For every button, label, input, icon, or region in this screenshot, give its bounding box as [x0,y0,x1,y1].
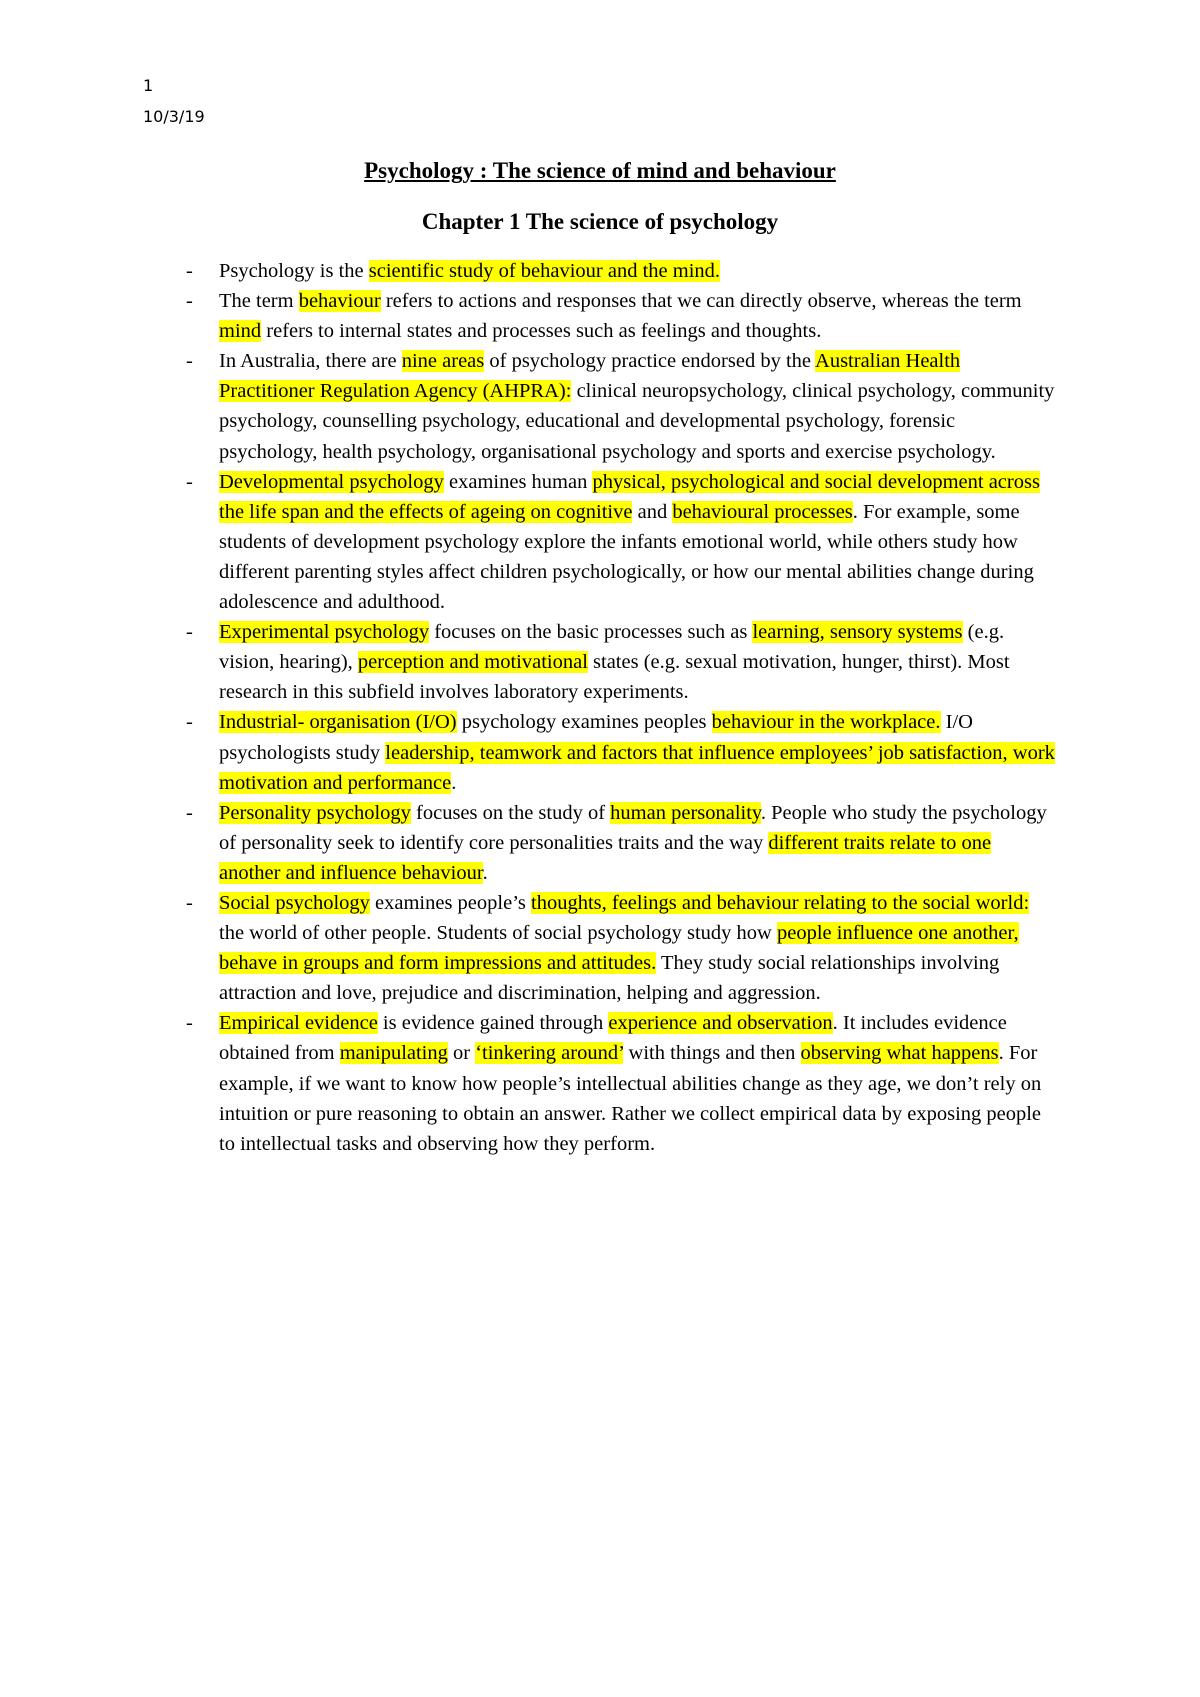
highlighted-text: Social psychology [219,891,370,914]
text-segment: refers to actions and responses that we can directly observe, whereas the term [380,290,1022,313]
text-segment: . For example, if we want to know how people’s intellectual abilities change as they age, we don’t rely on intuition or pure reasoning to obtain an answer. Rather we collect empirical data by exposing people to intellectual tasks and observing how they perform. [219,1042,1042,1155]
text-segment: and [632,500,673,523]
bullet-text [219,1012,1041,1154]
bullet-dash: - [186,891,193,914]
bullet-dash: - [186,801,193,824]
document-title: Psychology : The science of mind and behaviour [364,158,836,183]
text-segment: examines people’s [369,891,531,914]
highlighted-text: scientific study of behaviour and the mind. [368,260,721,282]
highlighted-text: perception and motivational [357,651,588,674]
highlighted-text: Personality psychology [219,801,411,824]
highlighted-text: observing what happens [800,1042,999,1065]
chapter-heading: Chapter 1 The science of psychology [421,209,779,234]
bullet-text [219,260,720,282]
bullet-text [219,471,1040,613]
text-segment: In Australia, there are [219,350,402,373]
bullet-dash: - [186,1012,193,1035]
highlighted-text: ‘tinkering around’ [475,1042,624,1065]
text-segment: . It includes evidence obtained from [219,1012,1007,1065]
text-segment: is evidence gained through [377,1012,609,1035]
bullet-dash: - [186,711,193,734]
bullet-item [186,256,1056,286]
bullet-item [186,798,1056,888]
bullet-text [219,711,1055,793]
highlighted-text: Empirical evidence [219,1012,378,1035]
page-number: 1 [143,76,154,95]
bullet-item [186,467,1056,617]
bullet-item [186,888,1056,1008]
highlighted-text: Australian Health Practitioner Regulation Agency (AHPRA): [219,350,961,403]
highlighted-text: human personality [610,801,761,824]
bullet-text [219,290,1022,342]
highlighted-text: learning, sensory systems [752,621,963,644]
text-segment: clinical neuropsychology, clinical psychology, community psychology, counselling psychology, educational and developmental psychology, forensic psychology, health psychology, organisational psychology and sports and exercise psychology. [219,380,1055,463]
highlighted-text: thoughts, feelings and behaviour relating to the social world: [531,891,1030,914]
highlighted-text: Industrial- organisation (I/O) [219,711,457,734]
text-segment: (e.g. vision, hearing), [219,621,1005,674]
notes-bullet-list [186,256,1056,1159]
highlighted-text: behaviour [298,290,381,313]
text-segment: focuses on the basic processes such as [429,621,753,644]
highlighted-text: nine areas [401,350,485,373]
text-segment: the world of other people. Students of social psychology study how [219,922,777,945]
highlighted-text: Developmental psychology [219,470,444,493]
text-segment: Psychology is the [219,260,369,282]
highlighted-text: behavioural processes [672,500,853,523]
bullet-text [219,621,1010,703]
bullet-item [186,346,1056,466]
text-segment: The term [219,290,299,313]
text-segment: of psychology practice endorsed by the [484,350,816,373]
text-segment: I/O psychologists study [219,711,973,764]
text-segment: examines human [443,470,593,493]
bullet-dash: - [186,350,193,373]
highlighted-text: behaviour in the workplace. [711,711,941,734]
bullet-dash: - [186,470,193,493]
highlighted-text: experience and observation [608,1012,833,1035]
text-segment: with things and then [623,1042,801,1065]
text-segment: psychology examines peoples [456,711,712,734]
highlighted-text: different traits relate to one another and influence behaviour [219,831,992,884]
highlighted-text: physical, psychological and social development across the life span and the effects of ageing on cognitive [219,470,1040,523]
text-segment: . [482,861,488,884]
bullet-dash: - [186,290,193,313]
text-segment: . For example, some students of development psychology explore the infants emotional world, while others study how different parenting styles affect children psychologically, or how our mental abilities change during adolescence and adulthood. [219,500,1034,614]
text-segment: states (e.g. sexual motivation, hunger, thirst). Most research in this subfield involves laboratory experiments. [219,651,1010,704]
text-segment: or [447,1042,476,1065]
bullet-item [186,617,1056,707]
bullet-item [186,707,1056,797]
bullet-text [219,802,1047,884]
highlighted-text: manipulating [339,1042,448,1065]
bullet-item [186,286,1056,346]
text-segment: refers to internal states and processes such as feelings and thoughts. [261,320,822,343]
highlighted-text: Experimental psychology [219,621,430,644]
bullet-text [219,350,1054,462]
text-segment: focuses on the study of [410,801,611,824]
bullet-text [219,892,1029,1004]
highlighted-text: people influence one another, behave in groups and form impressions and attitudes. [219,922,1019,975]
text-segment: . [451,771,457,794]
highlighted-text: mind [219,320,262,343]
bullet-dash: - [186,621,193,644]
highlighted-text: leadership, teamwork and factors that influence employees’ job satisfaction, work motivation and performance [219,741,1055,794]
bullet-dash: - [186,260,193,282]
text-segment: . People who study the psychology of personality seek to identify core personalities traits and the way [219,801,1047,854]
page-date: 10/3/19 [143,107,205,126]
text-segment: They study social relationships involving attraction and love, prejudice and discrimination, helping and aggression. [219,952,1000,1005]
bullet-item [186,1008,1056,1158]
